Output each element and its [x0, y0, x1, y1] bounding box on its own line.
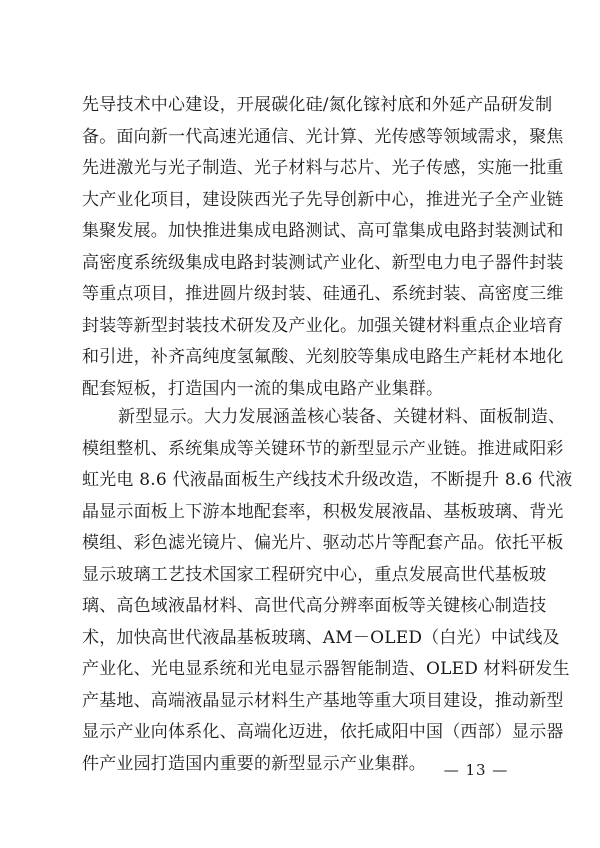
text-line: 模组、彩色滤光镜片、偏光片、驱动芯片等配套产品。依托平板	[82, 533, 564, 553]
text-line: 璃、高色域液晶材料、高世代高分辨率面板等关键核心制造技	[82, 596, 547, 616]
text-line: 和引进，补齐高纯度氢氟酸、光刻胶等集成电路生产耗材本地化	[82, 347, 564, 367]
text-line: 先进激光与光子制造、光子材料与芯片、光子传感，实施一批重	[82, 158, 564, 178]
text-line: 件产业园打造国内重要的新型显示产业集群。	[82, 753, 426, 774]
page-number: — 13 —	[443, 761, 509, 779]
text-line: 集聚发展。加快推进集成电路测试、高可靠集成电路封装测试和	[82, 221, 564, 241]
text-line: 产业化、光电显系统和光电显示器智能制造、OLED 材料研发生	[82, 659, 570, 679]
text-line: 虹光电 8.6 代液晶面板生产线技术升级改造，不断提升 8.6 代液	[82, 470, 573, 490]
text-line: 显示产业向体系化、高端化迈进，依托咸阳中国（西部）显示器	[82, 722, 564, 742]
text-line: 晶显示面板上下游本地配套率，积极发展液晶、基板玻璃、背光	[82, 501, 564, 522]
text-line: 模组整机、系统集成等关键环节的新型显示产业链。推进咸阳彩	[82, 438, 564, 459]
paragraph-new-display	[82, 402, 573, 780]
text-line: 备。面向新一代高速光通信、光计算、光传感等领域需求，聚焦	[82, 126, 564, 147]
text-line: 封装等新型封装技术研发及产业化。加强关键材料重点企业培育	[82, 315, 564, 336]
text-line: 高密度系统级集成电路封装测试产业化、新型电力电子器件封装	[82, 252, 564, 273]
text-line: 产基地、高端液晶显示材料生产基地等重大项目建设，推动新型	[82, 690, 564, 711]
paragraph-integrated-circuits	[82, 90, 564, 405]
text-line: 配套短板，打造国内一流的集成电路产业集群。	[82, 378, 444, 399]
text-line: 显示玻璃工艺技术国家工程研究中心，重点发展高世代基板玻	[82, 564, 547, 585]
text-line: 先导技术中心建设，开展碳化硅/氮化镓衬底和外延产品研发制	[82, 95, 553, 115]
text-line: 大产业化项目，建设陕西光子先导创新中心，推进光子全产业链	[82, 189, 564, 210]
text-line: 等重点项目，推进圆片级封装、硅通孔、系统封装、高密度三维	[82, 284, 564, 304]
text-line: 术，加快高世代液晶基板玻璃、AM－OLED（白光）中试线及	[82, 627, 560, 648]
text-line: 新型显示。大力发展涵盖核心装备、关键材料、面板制造、	[118, 407, 566, 427]
